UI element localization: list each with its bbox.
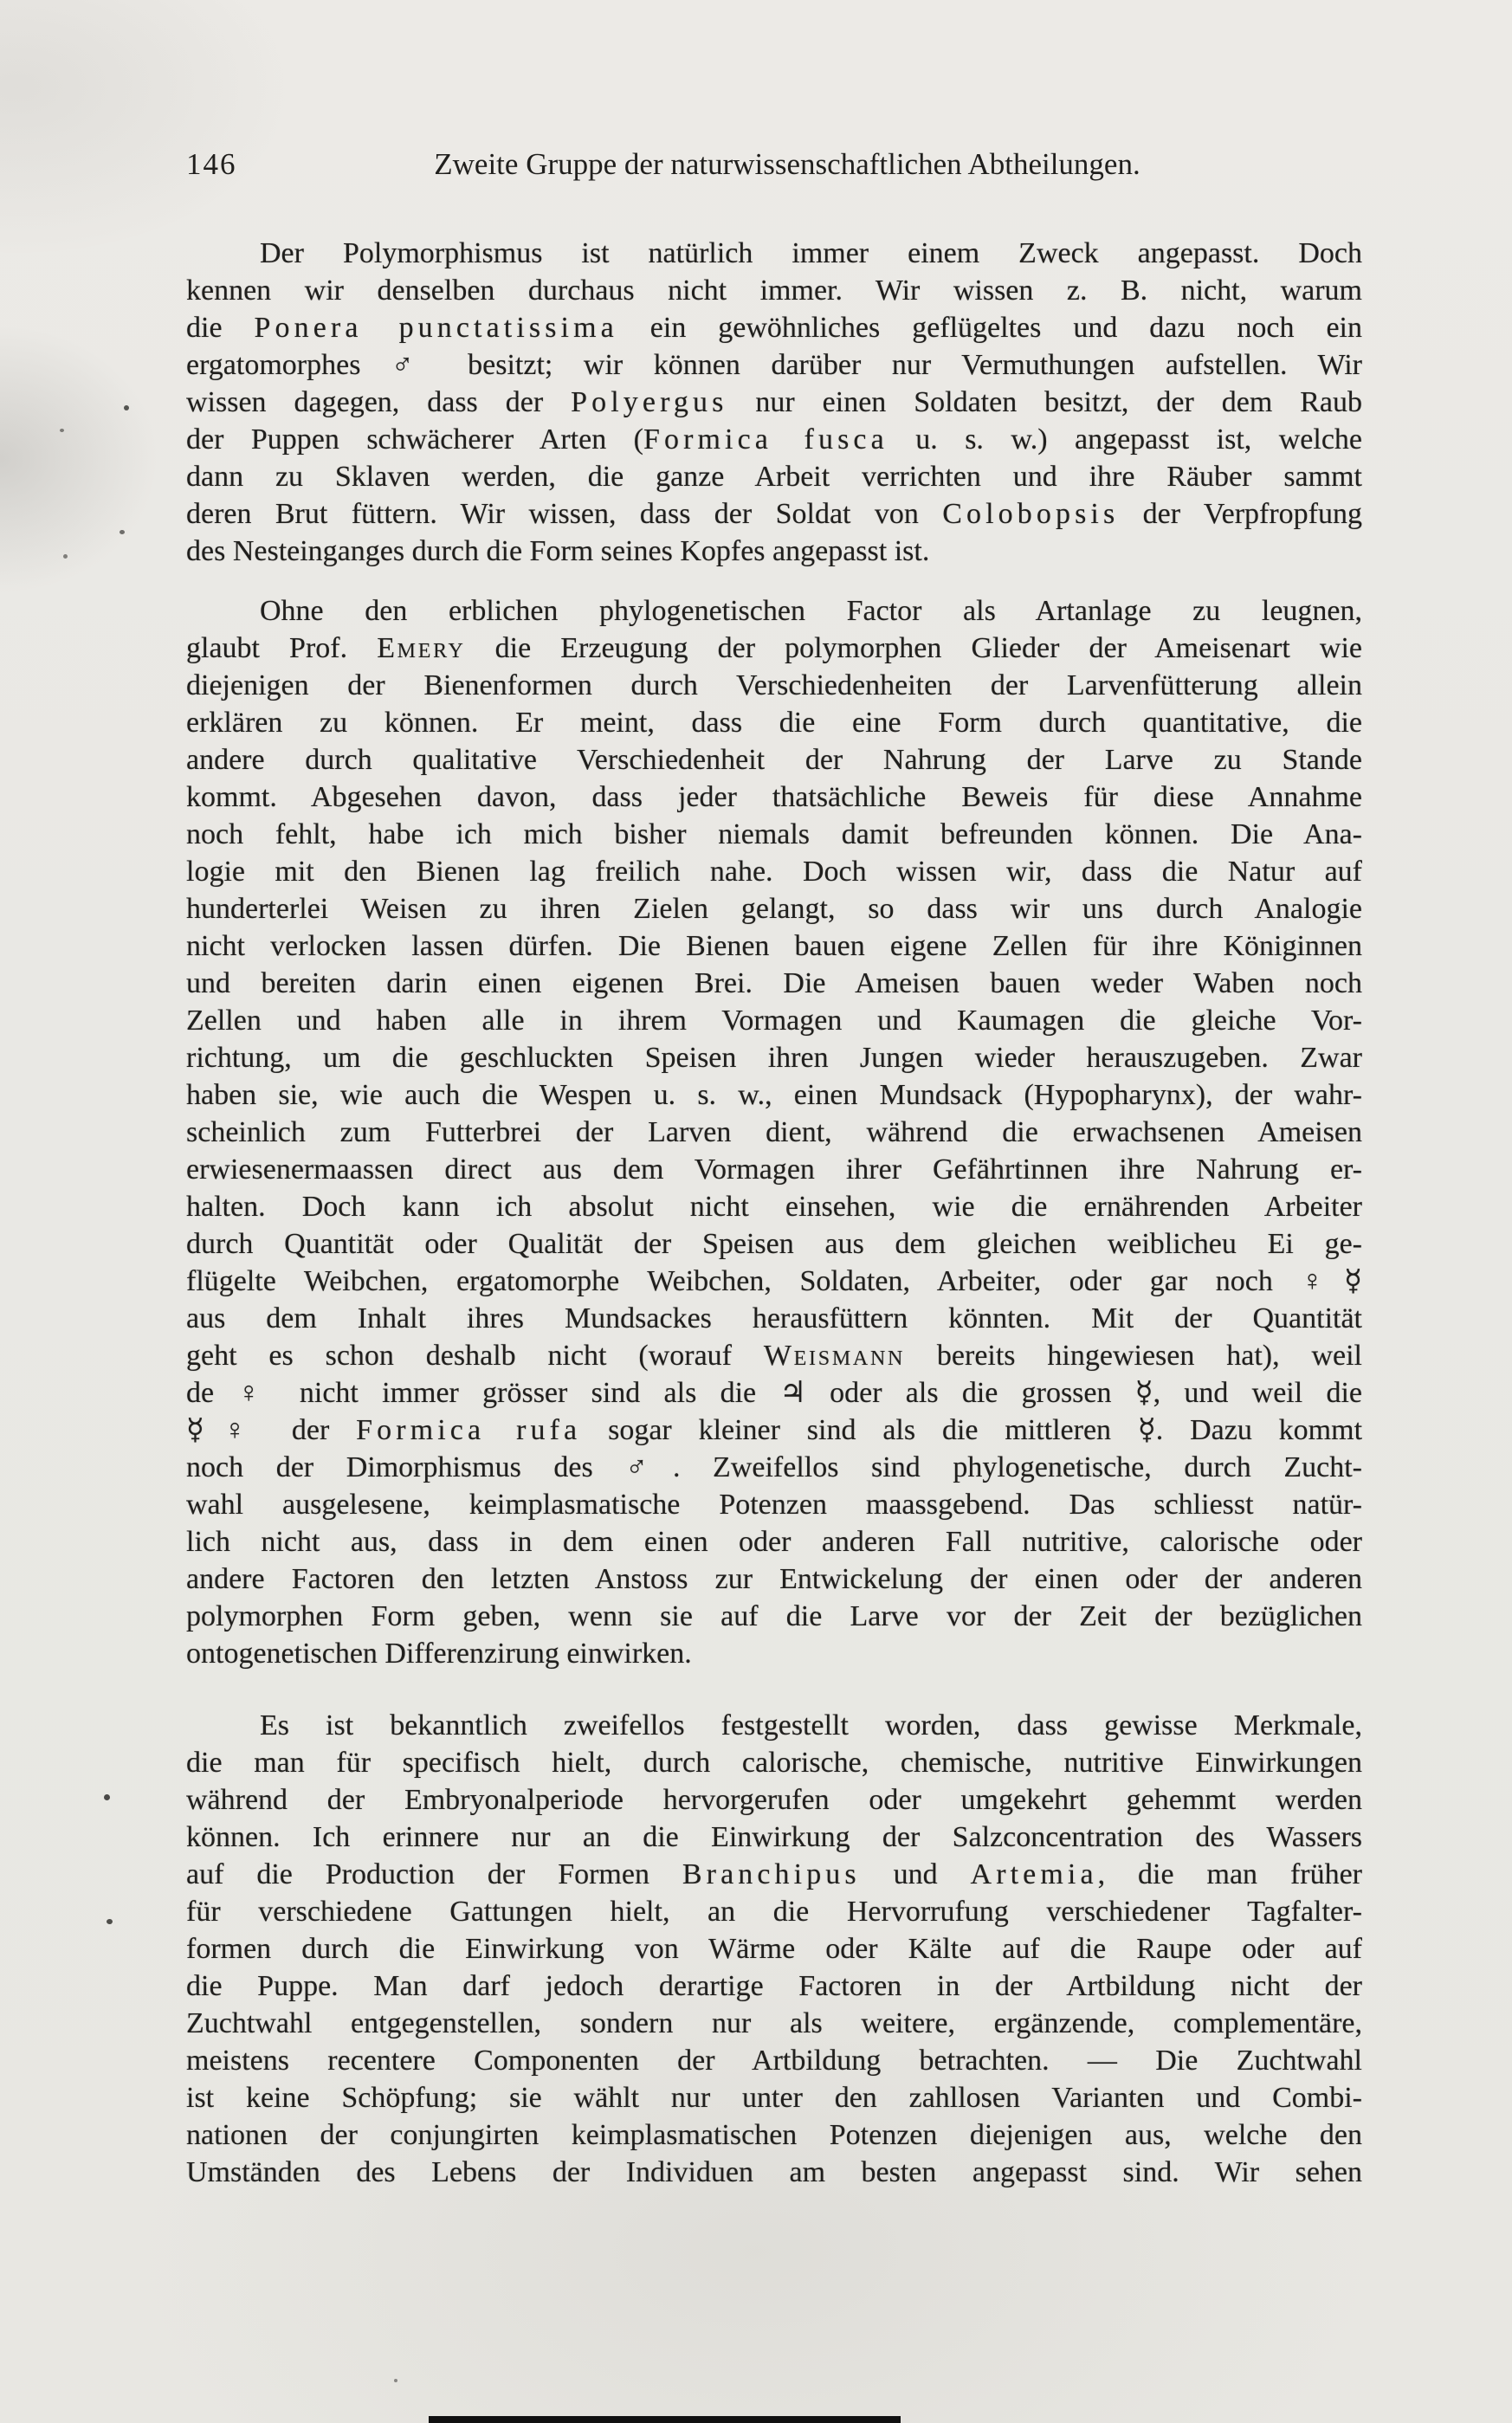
text-line: die man für specifisch hielt, durch calorische, chemische, nutritive Einwirkungen: [186, 1747, 1362, 1779]
smallcaps-person-name: Emery: [377, 632, 466, 664]
smallcaps-person-name: Weismann: [763, 1340, 906, 1372]
letterspaced-species-name: Ponera punctatissima: [254, 312, 618, 344]
ink-speck: [124, 405, 129, 410]
text-line: nicht verlocken lassen dürfen. Die Bienen bauen eigene Zellen für ihre Königinnen: [186, 930, 1362, 962]
ink-speck: [63, 554, 68, 559]
scan-edge-artifact: [429, 2416, 901, 2423]
text-line: Zellen und haben alle in ihrem Vormagen und Kaumagen die gleiche Vor-: [186, 1005, 1362, 1037]
text-line: ☿♀ der Formica rufa sogar kleiner sind als die mittleren ☿. Dazu kommt: [186, 1414, 1362, 1446]
text-line: glaubt Prof. Emery die Erzeugung der polymorphen Glieder der Ameisenart wie: [186, 632, 1362, 664]
text-line: nationen der conjungirten keimplasmatischen Potenzen diejenigen aus, welche den: [186, 2119, 1362, 2151]
text-line: und bereiten darin einen eigenen Brei. Die Ameisen bauen weder Waben noch: [186, 967, 1362, 999]
text-block-area: [186, 145, 1362, 2191]
text-line: wissen dagegen, dass der Polyergus nur einen Soldaten besitzt, der dem Raub: [186, 386, 1362, 418]
text-line: Der Polymorphismus ist natürlich immer einem Zweck angepasst. Doch: [260, 237, 1362, 269]
text-line: Ohne den erblichen phylogenetischen Factor als Artanlage zu leugnen,: [260, 595, 1362, 627]
text-line: erwiesenermaassen direct aus dem Vormagen ihrer Gefährtinnen ihre Nahrung er-: [186, 1153, 1362, 1186]
text-line: scheinlich zum Futterbrei der Larven dient, während die erwachsenen Ameisen: [186, 1116, 1362, 1148]
text-line: auf die Production der Formen Branchipus und Artemia, die man früher: [186, 1858, 1362, 1890]
text-line: de ♀ nicht immer grösser sind als die ♃ oder als die grossen ☿, und weil die: [186, 1377, 1362, 1409]
ink-speck: [107, 1919, 113, 1924]
text-line: können. Ich erinnere nur an die Einwirkung der Salzconcentration des Wassers: [186, 1821, 1362, 1853]
letterspaced-species-name: Artemia: [970, 1858, 1098, 1890]
text-line: Zuchtwahl entgegenstellen, sondern nur als weitere, ergänzende, complementäre,: [186, 2007, 1362, 2039]
text-line: Es ist bekanntlich zweifellos festgestellt worden, dass gewisse Merkmale,: [260, 1709, 1362, 1741]
text-line: diejenigen der Bienenformen durch Verschiedenheiten der Larvenfütterung allein: [186, 669, 1362, 701]
text-line: Umständen des Lebens der Individuen am besten angepasst sind. Wir sehen: [186, 2156, 1362, 2188]
page-header: [186, 145, 1362, 183]
text-line: während der Embryonalperiode hervorgerufen oder umgekehrt gehemmt werden: [186, 1784, 1362, 1816]
letterspaced-species-name: Colobopsis: [942, 498, 1120, 530]
text-line: deren Brut füttern. Wir wissen, dass der Soldat von Colobopsis der Verpfropfung: [186, 498, 1362, 530]
letterspaced-species-name: Branchipus: [682, 1858, 861, 1890]
text-line: noch fehlt, habe ich mich bisher niemals damit befreunden können. Die Ana-: [186, 818, 1362, 850]
text-line: andere Factoren den letzten Anstoss zur Entwickelung der einen oder der anderen: [186, 1563, 1362, 1595]
text-line: die Puppe. Man darf jedoch derartige Factoren in der Artbildung nicht der: [186, 1970, 1362, 2002]
text-line: formen durch die Einwirkung von Wärme oder Kälte auf die Raupe oder auf: [186, 1933, 1362, 1965]
running-head-title: Zweite Gruppe der naturwissenschaftlichen Abtheilungen.: [434, 147, 1140, 181]
text-line: ergatomorphes ♂ besitzt; wir können darüber nur Vermuthungen aufstellen. Wir: [186, 349, 1362, 381]
text-line: wahl ausgelesene, keimplasmatische Potenzen maassgebend. Das schliesst natür-: [186, 1489, 1362, 1521]
text-line: richtung, um die geschluckten Speisen ihren Jungen wieder herauszugeben. Zwar: [186, 1042, 1362, 1074]
ink-speck: [120, 530, 125, 534]
text-line: hunderterlei Weisen zu ihren Zielen gelangt, so dass wir uns durch Analogie: [186, 893, 1362, 925]
letterspaced-species-name: Formica rufa: [356, 1414, 582, 1446]
text-line: logie mit den Bienen lag freilich nahe. Doch wissen wir, dass die Natur auf: [186, 856, 1362, 888]
text-line: polymorphen Form geben, wenn sie auf die Larve vor der Zeit der bezüglichen: [186, 1600, 1362, 1632]
page-number: 146: [186, 147, 237, 181]
text-line: geht es schon deshalb nicht (worauf Weismann bereits hingewiesen hat), weil: [186, 1340, 1362, 1372]
paragraph: [186, 592, 1362, 1672]
text-line: aus dem Inhalt ihres Mundsackes herausfüttern könnten. Mit der Quantität: [186, 1302, 1362, 1334]
text-line: ist keine Schöpfung; sie wählt nur unter den zahllosen Varianten und Combi-: [186, 2082, 1362, 2114]
ink-speck: [60, 429, 64, 432]
text-line: die Ponera punctatissima ein gewöhnliches geflügeltes und dazu noch ein: [186, 312, 1362, 344]
letterspaced-species-name: Formica fusca: [643, 423, 888, 456]
ink-speck: [104, 1794, 110, 1800]
text-line: dann zu Sklaven werden, die ganze Arbeit verrichten und ihre Räuber sammt: [186, 461, 1362, 493]
text-line: andere durch qualitative Verschiedenheit der Nahrung der Larve zu Stande: [186, 744, 1362, 776]
ink-speck: [394, 2379, 397, 2382]
text-line: kennen wir denselben durchaus nicht immer. Wir wissen z. B. nicht, warum: [186, 275, 1362, 307]
text-line: meistens recentere Componenten der Artbildung betrachten. — Die Zuchtwahl: [186, 2045, 1362, 2077]
text-line: der Puppen schwächerer Arten (Formica fusca u. s. w.) angepasst ist, welche: [186, 423, 1362, 456]
text-line: noch der Dimorphismus des ♂. Zweifellos sind phylogenetische, durch Zucht-: [186, 1451, 1362, 1483]
paragraph: [186, 1707, 1362, 2191]
text-line: erklären zu können. Er meint, dass die eine Form durch quantitative, die: [186, 707, 1362, 739]
paragraph: [186, 235, 1362, 570]
text-line: ontogenetischen Differenzirung einwirken.: [186, 1638, 692, 1670]
text-line: für verschiedene Gattungen hielt, an die Hervorrufung verschiedener Tagfalter-: [186, 1896, 1362, 1928]
text-line: kommt. Abgesehen davon, dass jeder thatsächliche Beweis für diese Annahme: [186, 781, 1362, 813]
text-line: flügelte Weibchen, ergatomorphe Weibchen, Soldaten, Arbeiter, oder gar noch ♀☿: [186, 1265, 1362, 1297]
text-line: lich nicht aus, dass in dem einen oder anderen Fall nutritive, calorische oder: [186, 1526, 1362, 1558]
text-line: des Nesteinganges durch die Form seines Kopfes angepasst ist.: [186, 535, 930, 567]
text-line: durch Quantität oder Qualität der Speisen aus dem gleichen weiblicheu Ei ge-: [186, 1228, 1362, 1260]
text-line: haben sie, wie auch die Wespen u. s. w., einen Mundsack (Hypopharynx), der wahr-: [186, 1079, 1362, 1111]
body-text: [186, 235, 1362, 2191]
text-line: halten. Doch kann ich absolut nicht einsehen, wie die ernährenden Arbeiter: [186, 1191, 1362, 1223]
letterspaced-species-name: Polyergus: [571, 386, 728, 418]
